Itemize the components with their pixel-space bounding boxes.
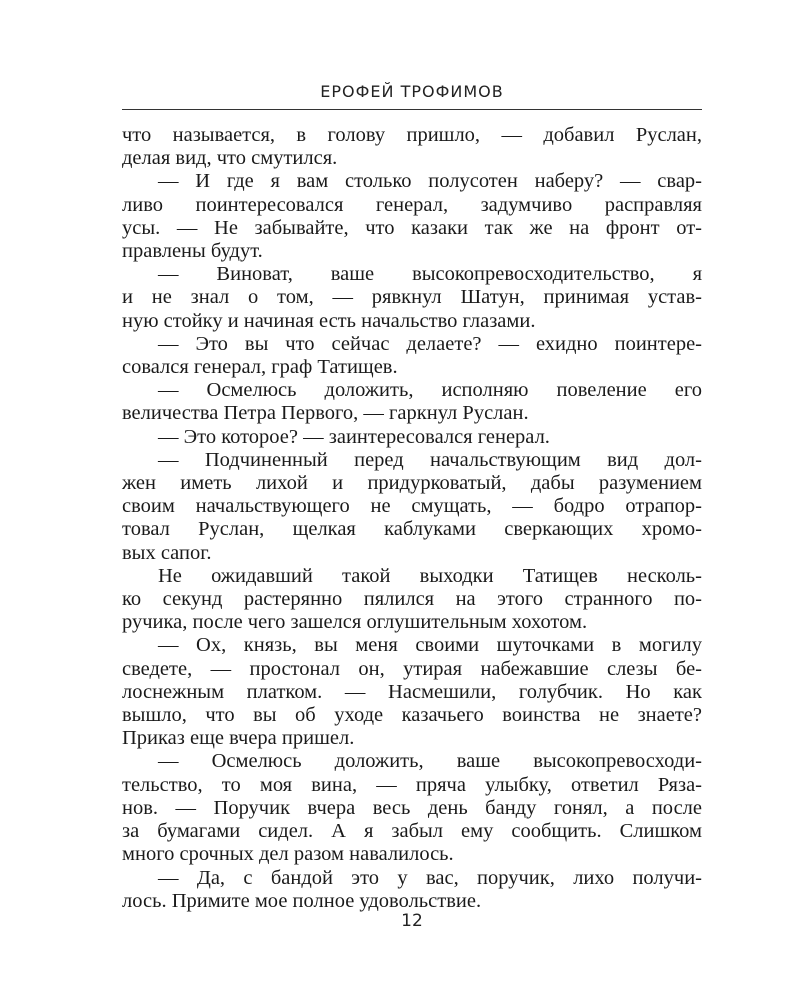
running-head-author: ЕРОФЕЙ ТРОФИМОВ	[320, 82, 504, 101]
text-line: Приказ еще вчера пришел.	[122, 727, 355, 750]
text-line: нов. — Поручик вчера весь день банду гонял, а после	[122, 796, 702, 819]
text-line: — Осмелюсь доложить, ваше высокопревосходи-	[158, 750, 702, 773]
text-line: — Да, с бандой это у вас, поручик, лихо получи-	[158, 866, 702, 889]
text-line: жен иметь лихой и придурковатый, дабы разумением	[122, 472, 702, 495]
text-line: за бумагами сидел. А я забыл ему сообщить. Слишком	[122, 820, 702, 843]
text-line: ную стойку и начиная есть начальство глазами.	[122, 309, 536, 332]
text-line: много срочных дел разом навалилось.	[122, 843, 454, 866]
text-line: ручика, после чего зашелся оглушительным хохотом.	[122, 611, 588, 634]
text-line: правлены будут.	[122, 240, 263, 263]
text-line: усы. — Не забывайте, что казаки так же на фронт от-	[122, 216, 702, 239]
text-line: — И где я вам столько полусотен наберу? — свар-	[158, 170, 702, 193]
text-line: тельство, то моя вина, — пряча улыбку, ответил Ряза-	[122, 773, 702, 796]
text-line: ливо поинтересовался генерал, задумчиво расправляя	[122, 193, 702, 216]
text-line: — Это вы что сейчас делаете? — ехидно поинтере-	[158, 332, 702, 355]
text-line: — Виноват, ваше высокопревосходительство, я	[158, 263, 702, 286]
text-line: что называется, в голову пришло, — добавил Руслан,	[122, 124, 702, 146]
text-line: делая вид, что смутился.	[122, 147, 338, 170]
text-line: — Это которое? — заинтересовался генерал.	[158, 425, 550, 448]
text-line: и не знал о том, — рявкнул Шатун, принимая устав-	[122, 286, 702, 309]
body-text	[122, 124, 702, 913]
text-line: — Осмелюсь доложить, исполняю повеление его	[158, 379, 702, 402]
header-rule	[122, 109, 702, 110]
text-line: своим начальствующего не смущать, — бодро отрапор-	[122, 495, 702, 518]
text-line: сведете, — простонал он, утирая набежавшие слезы бе-	[122, 657, 702, 680]
text-line: величества Петра Первого, — гаркнул Руслан.	[122, 402, 529, 425]
text-line: — Подчиненный перед начальствующим вид дол-	[158, 448, 702, 471]
text-line: лоснежным платком. — Насмешили, голубчик. Но как	[122, 680, 702, 703]
text-line: — Ох, князь, вы меня своими шуточками в могилу	[158, 634, 702, 657]
text-line: вых сапог.	[122, 541, 212, 564]
text-line: совался генерал, граф Татищев.	[122, 356, 398, 379]
text-line: лось. Примите мое полное удовольствие.	[122, 889, 482, 912]
text-line: ко секунд растерянно пялился на этого странного по-	[122, 588, 702, 611]
text-line: вышло, что вы об уходе казачьего воинства не знаете?	[122, 704, 702, 727]
page-number: 12	[401, 911, 423, 931]
text-line: Не ожидавший такой выходки Татищев несколь-	[158, 564, 702, 587]
text-line: товал Руслан, щелкая каблуками сверкающих хромо-	[122, 518, 702, 541]
